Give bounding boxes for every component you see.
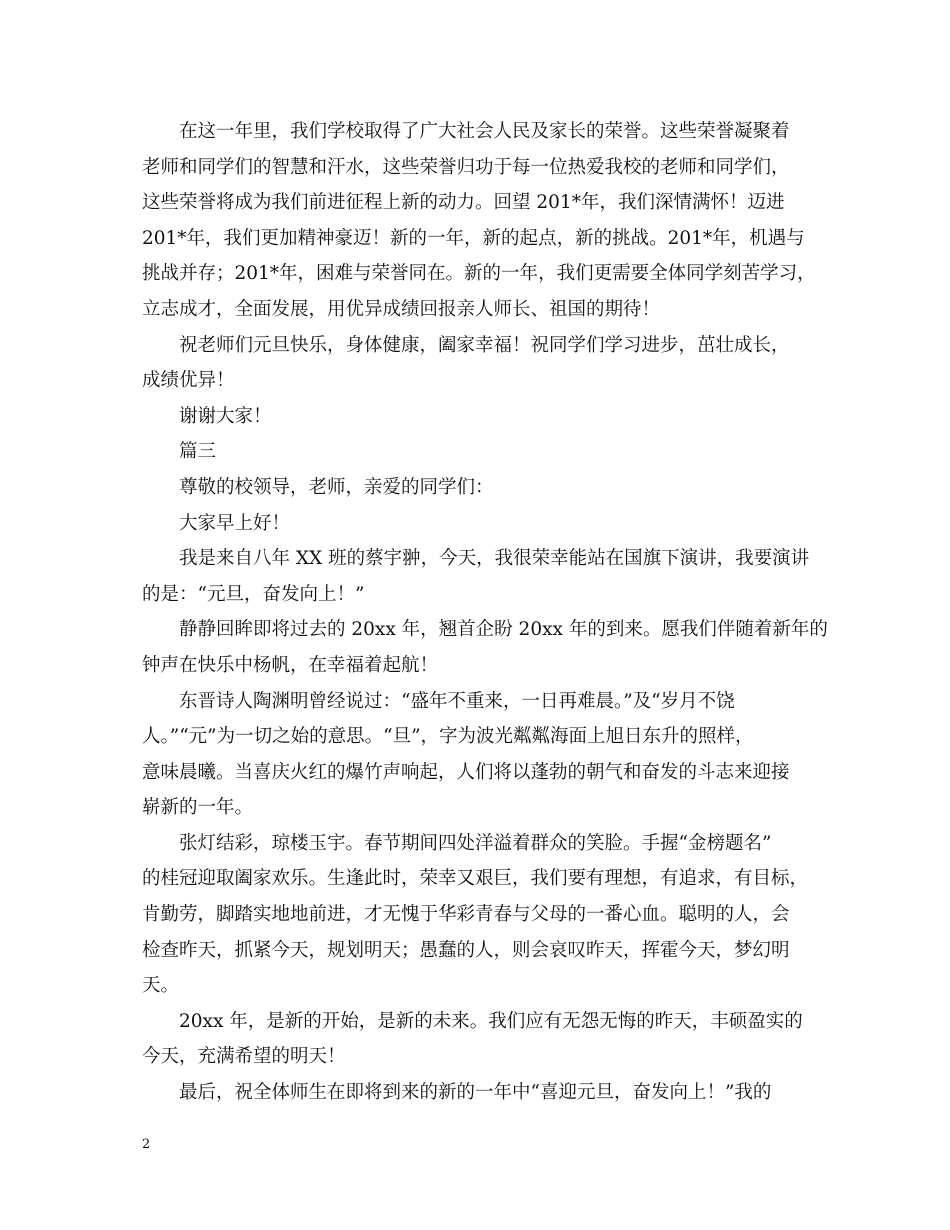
text-line: 人。”“元”为一切之始的意思。“旦”，字为波光粼粼海面上旭日东升的照样， (142, 726, 754, 748)
text-line: 我是来自八年 XX 班的蔡宇翀，今天，我很荣幸能站在国旗下演讲，我要演讲 (179, 548, 810, 570)
text-line: 老师和同学们的智慧和汗水，这些荣誉归功于每一位热爱我校的老师和同学们， (142, 156, 790, 178)
text-line: 今天，充满希望的明天！ (142, 1046, 346, 1068)
text-line: 崭新的一年。 (142, 797, 254, 819)
text-line: 的桂冠迎取阖家欢乐。生逢此时，荣幸又艰巨，我们要有理想，有追求，有目标， (142, 868, 809, 890)
text-line: 意味晨曦。当喜庆火红的爆竹声响起，人们将以蓬勃的朝气和奋发的斗志来迎接 (142, 761, 790, 783)
text-line: 成绩优异！ (142, 370, 235, 392)
text-line: 钟声在快乐中杨帆，在幸福着起航！ (142, 654, 439, 676)
text-line: 立志成才，全面发展，用优异成绩回报亲人师长、祖国的期待！ (142, 298, 661, 320)
text-line: 尊敬的校领导，老师，亲爱的同学们： (179, 476, 494, 498)
text-line: 东晋诗人陶渊明曾经说过：“盛年不重来，一日再难晨。”及“岁月不饶 (179, 690, 735, 712)
text-line: 最后，祝全体师生在即将到来的新的一年中“喜迎元旦，奋发向上！”我的 (179, 1082, 772, 1104)
text-line: 检查昨天，抓紧今天，规划明天；愚蠢的人，则会哀叹昨天，挥霍今天，梦幻明 (142, 939, 790, 961)
text-line: 谢谢大家！ (179, 405, 272, 427)
text-line: 天。 (142, 975, 180, 997)
text-line: 挑战并存；201*年，困难与荣誉同在。新的一年，我们更需要全体同学刻苦学习， (142, 263, 816, 285)
body-text (142, 114, 828, 1111)
text-line: 大家早上好！ (179, 512, 291, 534)
text-line: 肯勤劳，脚踏实地地前进，才无愧于华彩青春与父母的一番心血。聪明的人，会 (142, 904, 790, 926)
page-number: 2 (142, 1137, 151, 1152)
text-line: 在这一年里，我们学校取得了广大社会人民及家长的荣誉。这些荣誉凝聚着 (179, 121, 790, 142)
text-line: 祝老师们元旦快乐，身体健康，阖家幸福！祝同学们学习进步，茁壮成长， (179, 334, 790, 356)
text-line: 的是：“元旦，奋发向上！” (142, 583, 365, 605)
section-heading: 篇三 (179, 441, 217, 463)
text-line: 201*年，我们更加精神豪迈！新的一年，新的起点，新的挑战。201*年，机遇与 (142, 227, 805, 249)
text-line: 张灯结彩，琼楼玉宇。春节期间四处洋溢着群众的笑脸。手握“金榜题名” (179, 832, 772, 854)
text-line: 静静回眸即将过去的 20xx 年，翘首企盼 20xx 年的到来。愿我们伴随着新年的 (179, 619, 828, 641)
text-line: 这些荣誉将成为我们前进征程上新的动力。回望 201*年，我们深情满怀！迈进 (142, 192, 785, 214)
text-line: 20xx 年，是新的开始，是新的未来。我们应有无怨无悔的昨天，丰硕盈实的 (179, 1010, 803, 1032)
